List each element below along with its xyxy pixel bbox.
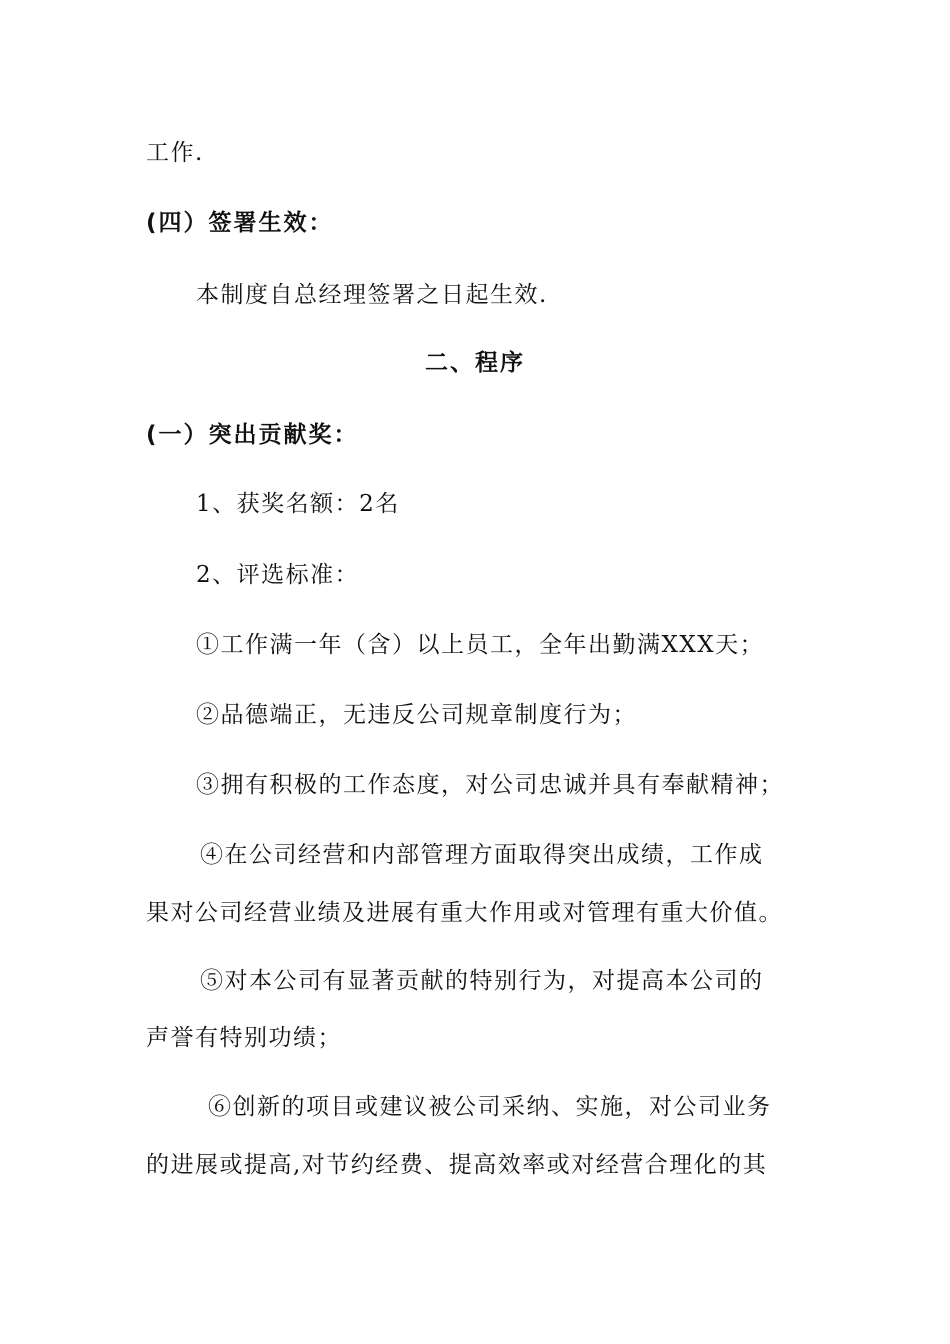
section-heading-signing: (四）签署生效：	[146, 210, 334, 236]
list-item-quota: 1、获奖名额：2名	[196, 491, 400, 517]
list-item-criteria: 2、评选标准：	[196, 562, 360, 588]
criterion-5-line-1: ⑤对本公司有显著贡献的特别行为，对提高本公司的	[200, 968, 764, 994]
criterion-5-line-2: 声誉有特别功绩；	[146, 1025, 342, 1051]
criterion-6-line-1: ⑥创新的项目或建议被公司采纳、实施，对公司业务	[208, 1094, 772, 1120]
criterion-3: ③拥有积极的工作态度，对公司忠诚并具有奉献精神；	[196, 772, 784, 798]
criterion-1: ①工作满一年（含）以上员工，全年出勤满XXX天；	[196, 632, 765, 658]
criterion-2: ②品德端正，无违反公司规章制度行为；	[196, 702, 637, 728]
criterion-4-line-1: ④在公司经营和内部管理方面取得突出成绩，工作成	[200, 842, 764, 868]
criterion-6-line-2: 的进展或提高,对节约经费、提高效率或对经营合理化的其	[146, 1152, 768, 1178]
criterion-4-line-2: 果对公司经营业绩及进展有重大作用或对管理有重大价值。	[146, 900, 783, 926]
text-line-effective: 本制度自总经理签署之日起生效.	[196, 282, 548, 308]
chapter-heading-procedure: 二、程序	[425, 350, 525, 376]
section-heading-award: (一）突出贡献奖：	[146, 422, 359, 448]
text-line-continuation: 工作.	[146, 140, 204, 166]
